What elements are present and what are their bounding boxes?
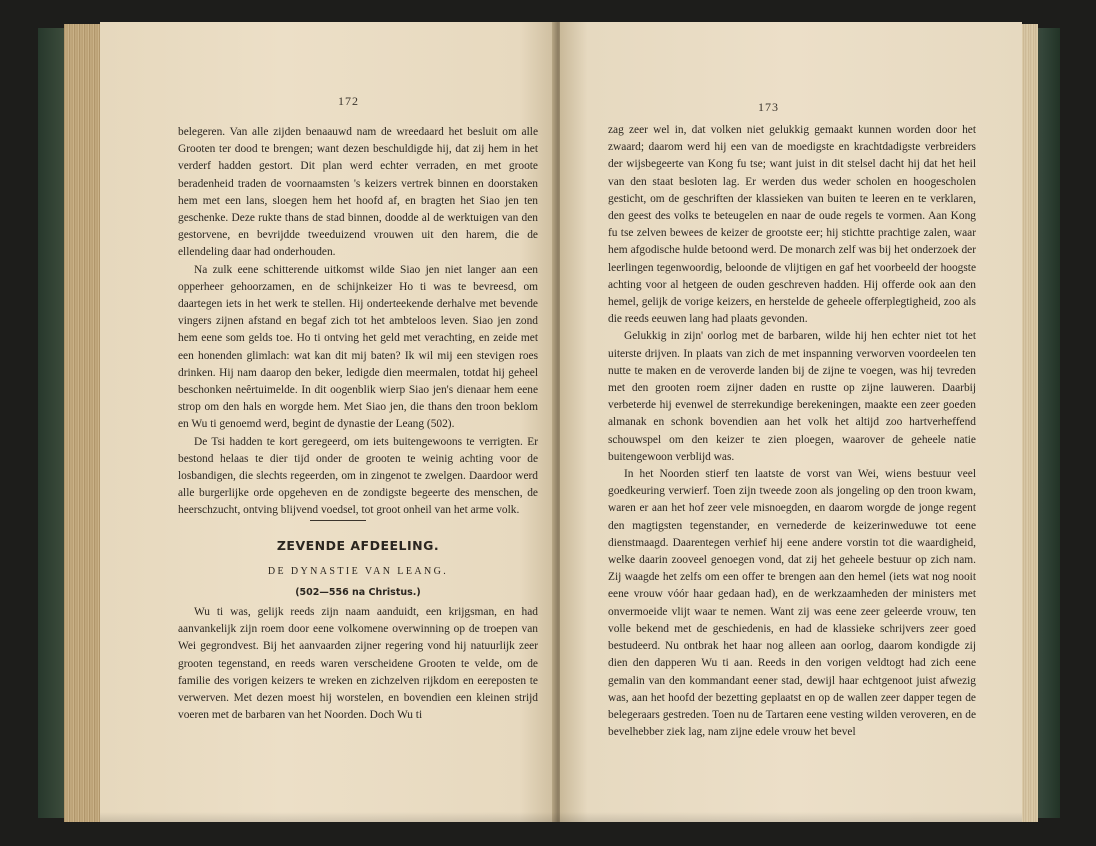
dynasty-dates: (502—556 na Christus.) (295, 587, 421, 598)
paragraph: De Tsi hadden te kort geregeerd, om iets buitengewoons te verrigten. Er bestond helaas te dier tijd onder de grooten te weinig achting voor de losbandigen, die slechts regeerden, om in zingenot te zwelgen. Daardoor werd alle burgerlijke orde opgeheven en de zondigste begeerte des menschen, de heerschzucht, ontving blijvend voedsel, tot groot onheil van het arme volk. (178, 435, 538, 517)
left-body-text-top (178, 124, 538, 520)
left-page-number: 172 (338, 94, 359, 108)
right-page-number: 173 (758, 100, 779, 114)
page-bottom-shadow (100, 812, 1022, 822)
right-body-text (608, 122, 976, 741)
left-page-stack (64, 24, 104, 822)
left-body-text-bottom (178, 604, 538, 724)
paragraph: In het Noorden stierf ten laatste de vorst van Wei, wiens bestuur veel goedkeuring verwierf. Toen zijn tweede zoon als jongeling op den troon kwam, waren er aan het hof zeer vele misnoegden, en daarom worgde de jonge regent den magtigsten tegenstander, en vernederde de keizerinweduwe tot eene dienstmaagd. Daarentegen verhief hij eene andere vorstin tot die waardigheid, welke daarin zooveel genoegen vond, dat zij het geheele bestuur op zich nam. Zij waagde het zelfs om een offer te brengen aan den hemel (iets wat nog nooit eene vrouw vóór haar gedaan had), en de werkzaamheden der ministers met onvermoeide vlijt waar te nemen. Want zij was eene zeer geleerde vrouw, ten volle bekend met de geschiedenis, en had de klassieke schrijvers zeer goed bestudeerd. Nu ontbrak het haar nog alleen aan oorlog, daarom kondigde zij dien den dapperen Wu ti aan. Reeds in den vorigen veldtogt had zich eene gemalin van den kommandant eener stad, dewijl haar echtgenoot juist afwezig was, aan het hoofd der bezetting geplaatst en op de wallen zeer dapper tegen de belegeraars gestreden. Toen nu de Tartaren eene vesting wilden veroveren, en de bevelhebber ziek lag, nam zijne edele vrouw het bevel (608, 468, 976, 739)
left-page (100, 22, 556, 822)
section-divider (310, 520, 366, 521)
dynasty-heading: DE DYNASTIE VAN LEANG. (267, 566, 449, 577)
paragraph: Na zulk eene schitterende uitkomst wilde Siao jen niet langer aan een opperheer gehoorzamen, en de schijnkeizer Ho ti was te bevreesd, om daartegen iets in het werk te stellen. Hij onderteekende derhalve met bevende vingers zijnen afstand en begaf zich tot het ambteloos leven. Siao jen zond hem eene som gelds toe. Ho ti ontving het geld met verachting, en zeide met een honenden glimlach: wat kan dit mij baten? Ik wil mij een stevigen roes drinken. Hij nam daarop den beker, ledigde dien meermalen, totdat hij geheel beschonken neêrtuimelde. In dit oogenblik wierp Siao jen's dienaar hem eene strop om den hals en worgde hem. Met Siao jen, die thans den troon beklom en Wu ti genoemd werd, begint de dynastie der Leang (502). (178, 263, 538, 431)
section-title: ZEVENDE AFDEELING. (276, 538, 440, 553)
paragraph: zag zeer wel in, dat volken niet gelukkig gemaakt kunnen worden door het zwaard; daarom werd hij een van de moedigste en krachtdadigste verbreiders der wijsbegeerte van Kong fu tse; want juist in dit stelsel dacht hij dat het heil van den staat besloten lag. Er werden dus weder scholen en hoogescholen gesticht, om de geschriften der klassieken van buiten te leeren en te verklaren, den geest des volks te beteugelen en naar de oude regels te vormen. Aan Kong fu tse zelven bewees de keizer de grootste eer; hij stichtte prachtige zalen, waar hem afgodische hulde betoond werd. De monarch zelf was bij het onderzoek der leerlingen tegenwoordig, beloonde de vlijtigen en gaf het voorbeeld der hoogste achting voor al hetgeen de ouden geschreven hadden. Hij offerde ook aan den hemel, gelijk de vorige keizers, en herstelde de geheele offerplegtigheid, zoo als die reeds eeuwen lang had plaats gevonden. (608, 124, 976, 326)
paragraph: Wu ti was, gelijk reeds zijn naam aanduidt, een krijgsman, en had aanvankelijk zijn roem door eene volkomene overwinning op de troepen van Wei gegrondvest. Bij het aanvaarden zijner regering vond hij natuurlijk zeer grooten tegenstand, en reeds waren verscheidene Grooten te velde, om de familie des vorigen keizers te wreken en zichzelven rijkdom en eereposten te verwerven. Met dezen moest hij worstelen, en bovendien een kleinen strijd voeren met de barbaren van het Noorden. Doch Wu ti (178, 606, 538, 722)
paragraph: belegeren. Van alle zijden benaauwd nam de wreedaard het besluit om alle Grooten ter dood te brengen; want dezen beschuldigde hij, dat zij hem in het verderf hadden gestort. Dit plan werd echter verraden, en met groote beradenheid traden de voornaamsten 's keizers vertrek binnen en doorstaken hem met een lans, sloegen hem het hoofd af, en bragten het Siao jen ten geschenke. Deze rukte thans de stad binnen, doodde al de werktuigen van den gestorvene, en bevrijdde tweeduizend vrouwen uit den harem, die de ellendeling daar had onderhouden. (178, 126, 538, 259)
right-page (560, 22, 1022, 822)
paragraph: Gelukkig in zijn' oorlog met de barbaren, wilde hij hen echter niet tot het uiterste drijven. In plaats van zich de met inspanning verworven voordeelen ten nutte te maken en de veroverde landen bij de zijne te voegen, was hij tevreden met den grooten roem zijner daden en rustte op zijne lauweren. Daarbij verbeterde hij evenwel de sterrekundige berekeningen, maakte een zeer goeden almanak en schonk bovendien aan het volk het altijd zoo hartverheffend schouwspel om den keizer te zien ploegen, waarover de geheele natie buitengewoon verblijd was. (608, 330, 976, 463)
